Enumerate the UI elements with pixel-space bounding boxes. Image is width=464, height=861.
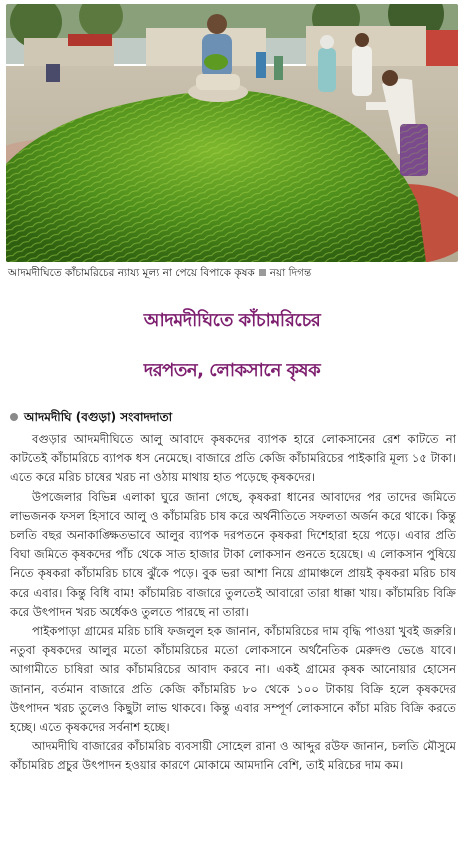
headline: [6, 296, 458, 396]
byline-text: আদমদীঘি (বগুড়া) সংবাদদাতা: [24, 410, 173, 424]
chilli-heap-photo: [6, 4, 458, 262]
caption-text: আদমদীঘিতে কাঁচামরিচের ন্যায্য মূল্য না পেয়ে বিপাকে কৃষক: [8, 267, 255, 279]
news-photo: [6, 4, 458, 262]
paragraph: পাইকপাড়া গ্রামের মরিচ চাষি ফজলুল হক জানান, কাঁচামরিচের দাম বৃদ্ধি পাওয়া খুবই জরুরি। নতুবা কৃষকদের আলুর মতো কাঁচামরিচের মতো লোকসানে অর্থনৈতিক মেরুদণ্ড ভেঙে যাবে। আগামীতে চাষিরা আর কাঁচামরিচের আবাদ করবে না। একই গ্রামের কৃষক আনোয়ার হোসেন জানান, বর্তমান বাজারে প্রতি কেজি কাঁচামরিচ ৮০ থেকে ১০০ টাকায় বিক্রি হলে কৃষকদের উৎপাদন খরচ তুলেও কিছুটা লাভ থাকবে। কিন্তু এবার সম্পূর্ণ লোকসানে কাঁচা মরিচ বিক্রি করতে হচ্ছে। এতে কৃষকদের সর্বনাশ হচ্ছে।: [10, 624, 456, 735]
article-body: [10, 430, 456, 776]
paragraph: আদমদীঘি বাজারের কাঁচামরিচ ব্যবসায়ী সোহেল রানা ও আব্দুর রউফ জানান, চলতি মৌসুমে কাঁচামরিচ প্রচুর উৎপাদন হওয়ার কারণে মোকামে আমদানি বেশি, তাই মরিচের দাম কম।: [10, 739, 456, 773]
headline-line-1: আদমদীঘিতে কাঁচামরিচের: [143, 310, 321, 331]
byline: [10, 409, 172, 429]
separator-square-icon: [259, 269, 266, 276]
paragraph: উপজেলার বিভিন্ন এলাকা ঘুরে জানা গেছে, কৃষকরা ধানের আবাদের পর তাদের জমিতে লাভজনক ফসল হিসাবে আলু ও কাঁচামরিচ চাষ করে অর্থনীতিতে সফলতা অর্জন করে থাকে। কিন্তু চলতি বছর অনাকাঙ্ক্ষিতভাবে আলুর ব্যাপক দরপতনে কৃষকরা দিশেহারা হয়ে পড়ে। এবার প্রতি বিঘা জমিতে কৃষকদের পাঁচ থেকে সাত হাজার টাকা লোকসান গুনতে হয়েছে। এ লোকসান পুষিয়ে নিতে কৃষকরা কাঁচামরিচ চাষে ঝুঁকে পড়ে। বুক ভরা আশা নিয়ে গ্রামাঞ্চলে প্রায়ই কৃষকরা মরিচ চাষ করে এবার। কিন্তু বিধি বাম! কাঁচামরিচ বাজারে তুলতেই আবারো তারা ধাক্কা খায়। কাঁচামরিচ বিক্রি করে উৎপাদন খরচ অর্ধেকও তুলতে পারছে না তারা।: [10, 489, 456, 619]
headline-line-2: দরপতন, লোকসানে কৃষক: [143, 360, 321, 381]
bullet-dot-icon: [10, 413, 18, 421]
photo-caption: [8, 266, 458, 280]
caption-source: নয়া দিগন্ত: [269, 267, 312, 279]
paragraph: বগুড়ার আদমদীঘিতে আলু আবাদে কৃষকদের ব্যাপক হারে লোকসানের রেশ কাটতে না কাটতেই কাঁচামরিচে ব্যাপক ধস নেমেছে। বাজারে প্রতি কেজি কাঁচামরিচের পাইকারি মূল্য ১৫ টাকা। এতে করে মরিচ চাষের খরচ না ওঠায় মাথায় হাত পড়েছে কৃষকদের।: [10, 432, 456, 485]
